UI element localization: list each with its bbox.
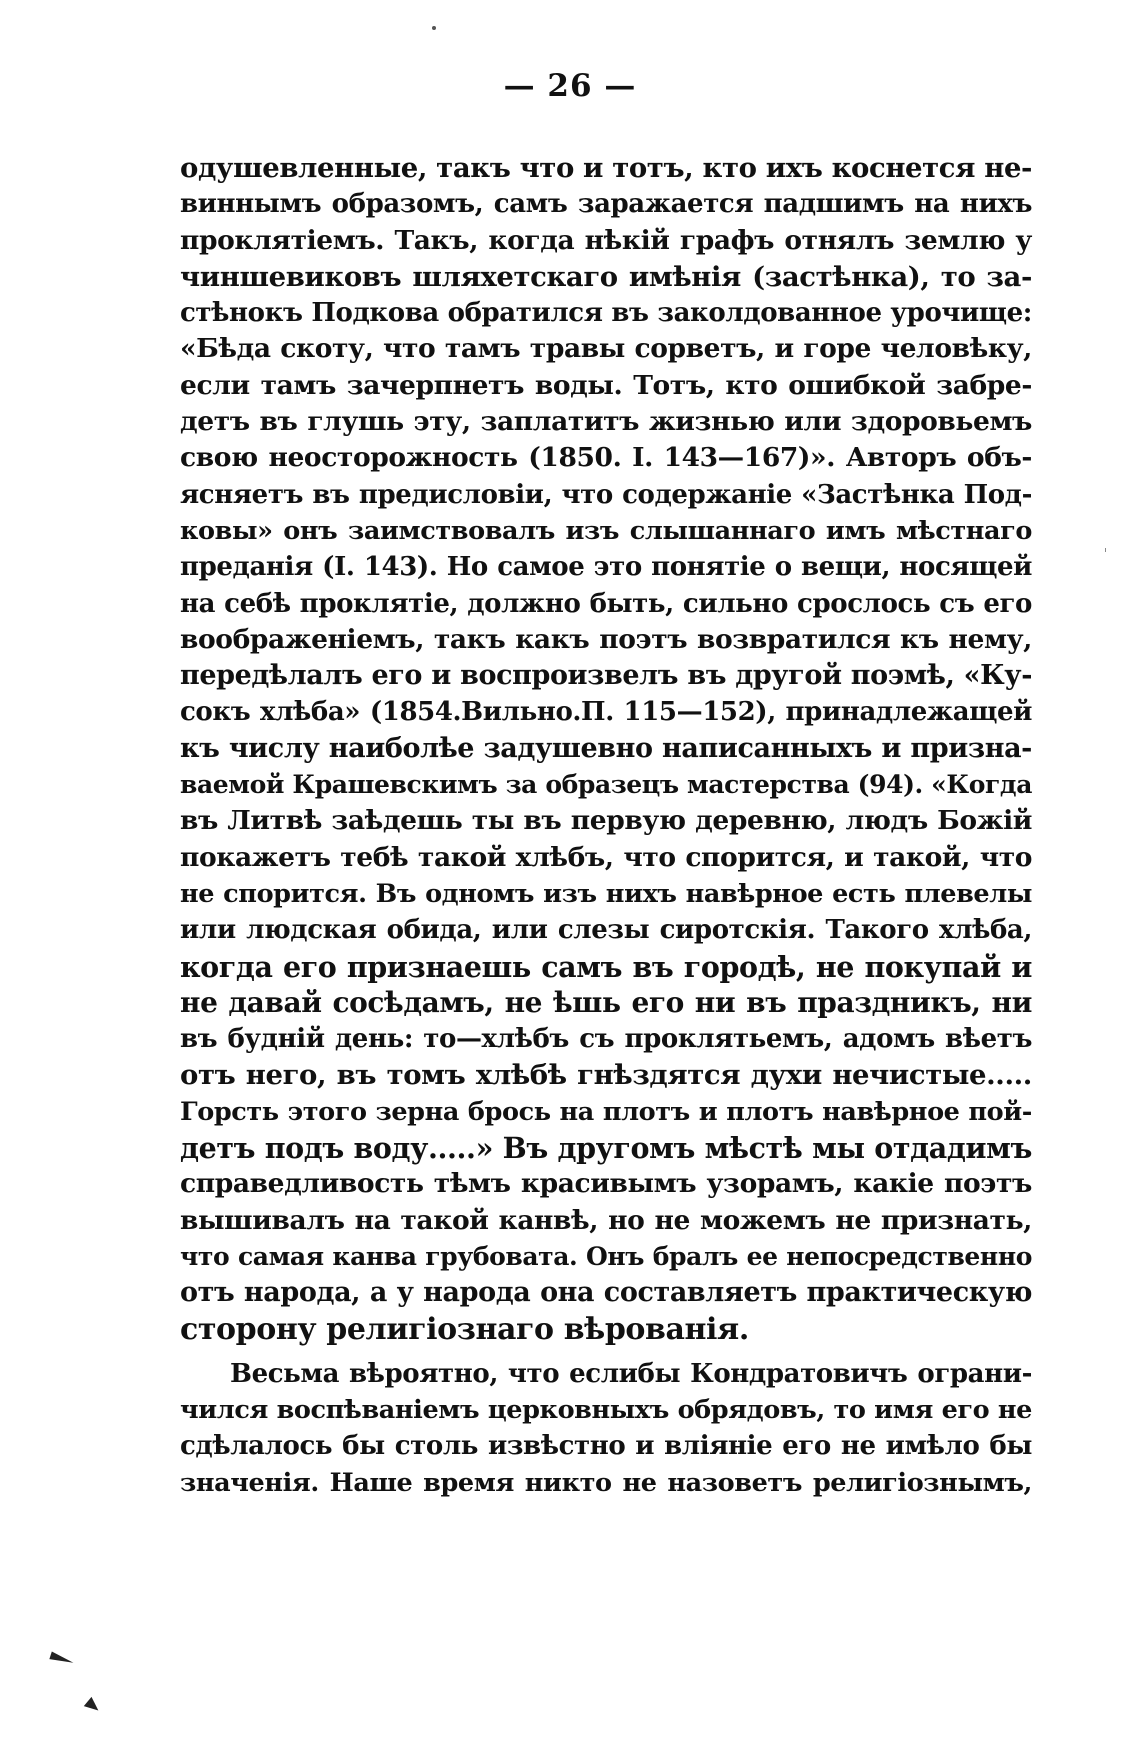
text-line: сторону религіознаго вѣрованія. — [180, 1311, 749, 1347]
text-line: или людская обида, или слезы сиротскія. Такого хлѣба, — [180, 915, 1032, 946]
scan-arrow-mark — [49, 1651, 74, 1666]
text-line: сдѣлалось бы столь извѣстно и вліяніе его не имѣло бы — [180, 1431, 1032, 1462]
text-line: когда его признаешь самъ въ городѣ, не покупай и — [180, 949, 1032, 984]
text-line: ясняетъ въ предисловіи, что содержаніе «Застѣнка Под- — [180, 479, 1032, 510]
text-line: передѣлалъ его и воспроизвелъ въ другой поэмѣ, «Ку- — [180, 660, 1032, 692]
text-line: воображеніемъ, такъ какъ поэтъ возвратился къ нему, — [180, 623, 1032, 655]
text-line: къ числу наиболѣе задушевно написанныхъ и призна- — [180, 732, 1032, 764]
text-line: детъ въ глушь эту, заплатитъ жизнью или здоровьемъ — [180, 406, 1032, 438]
text-line: что самая канва грубовата. Онъ бралъ ее непосредственно — [180, 1241, 1032, 1271]
text-line: свою неосторожность (1850. I. 143—167)». Авторъ объ- — [180, 442, 1032, 474]
text-line: въ Литвѣ заѣдешь ты въ первую деревню, людъ Божій — [180, 805, 1032, 837]
text-line: справедливость тѣмъ красивымъ узорамъ, какіе поэтъ — [180, 1168, 1032, 1200]
text-line: Весьма вѣроятно, что еслибы Кондратовичъ ограни- — [230, 1358, 1032, 1389]
paragraph-gap — [180, 1348, 1032, 1356]
text-line: виннымъ образомъ, самъ заражается падшимъ на нихъ — [180, 189, 1032, 220]
text-line: не давай сосѣдамъ, не ѣшь его ни въ праздникъ, ни — [180, 985, 1032, 1019]
text-line: значенія. Наше время никто не назоветъ религіознымъ, — [180, 1467, 1032, 1498]
text-line: сокъ хлѣба» (1854.Вильно.П. 115—152), принадлежащей — [180, 697, 1032, 728]
text-line: Горсть этого зерна брось на плотъ и плотъ навѣрное пой- — [180, 1096, 1032, 1127]
text-line: на себѣ проклятіе, должно быть, сильно срослось съ его — [180, 588, 1032, 619]
text-line: отъ него, въ томъ хлѣбѣ гнѣздятся духи нечистые..... — [180, 1059, 1032, 1092]
text-line: ваемой Крашевскимъ за образецъ мастерства (94). «Когда — [180, 770, 1032, 800]
text-line: ковы» онъ заимствовалъ изъ слышаннаго имъ мѣстнаго — [180, 515, 1032, 546]
text-line: если тамъ зачерпнетъ воды. Тотъ, кто ошибкой забре- — [180, 369, 1032, 401]
paragraph-1 — [180, 150, 1032, 1348]
text-line: стѣнокъ Подкова обратился въ заколдованное урочище: — [180, 298, 1032, 329]
scan-arrow-mark — [84, 1697, 102, 1715]
text-line: чиншевиковъ шляхетскаго имѣнія (застѣнка), то за- — [180, 260, 1032, 293]
text-line: покажетъ тебѣ такой хлѣбъ, что спорится, и такой, что — [180, 841, 1032, 873]
scan-speck — [432, 26, 436, 30]
text-line: одушевленные, такъ что и тотъ, кто ихъ коснется не- — [180, 152, 1033, 184]
text-line: отъ народа, а у народа она составляетъ практическую — [180, 1277, 1032, 1309]
text-line: чился воспѣваніемъ церковныхъ обрядовъ, то имя его не — [180, 1395, 1032, 1426]
body-text — [180, 150, 1032, 1501]
text-line: детъ подъ воду.....» Въ другомъ мѣстѣ мы отдадимъ — [180, 1131, 1032, 1166]
page-number: — 26 — — [503, 68, 637, 104]
paragraph-2 — [180, 1356, 1032, 1501]
scan-mark — [1105, 548, 1106, 552]
text-line: преданія (I. 143). Но самое это понятіе о вещи, носящей — [180, 552, 1032, 583]
text-line: вышивалъ на такой канвѣ, но не можемъ не признать, — [180, 1204, 1032, 1236]
text-line: не спорится. Въ одномъ изъ нихъ навѣрное есть плевелы — [180, 878, 1032, 909]
text-line: проклятіемъ. Такъ, когда нѣкій графъ отнялъ землю у — [180, 224, 1032, 256]
text-line: въ будній день: то—хлѣбъ съ проклятьемъ, адомъ вѣетъ — [180, 1024, 1032, 1055]
text-line: «Бѣда скоту, что тамъ травы сорветъ, и горе человѣку, — [180, 333, 1032, 365]
